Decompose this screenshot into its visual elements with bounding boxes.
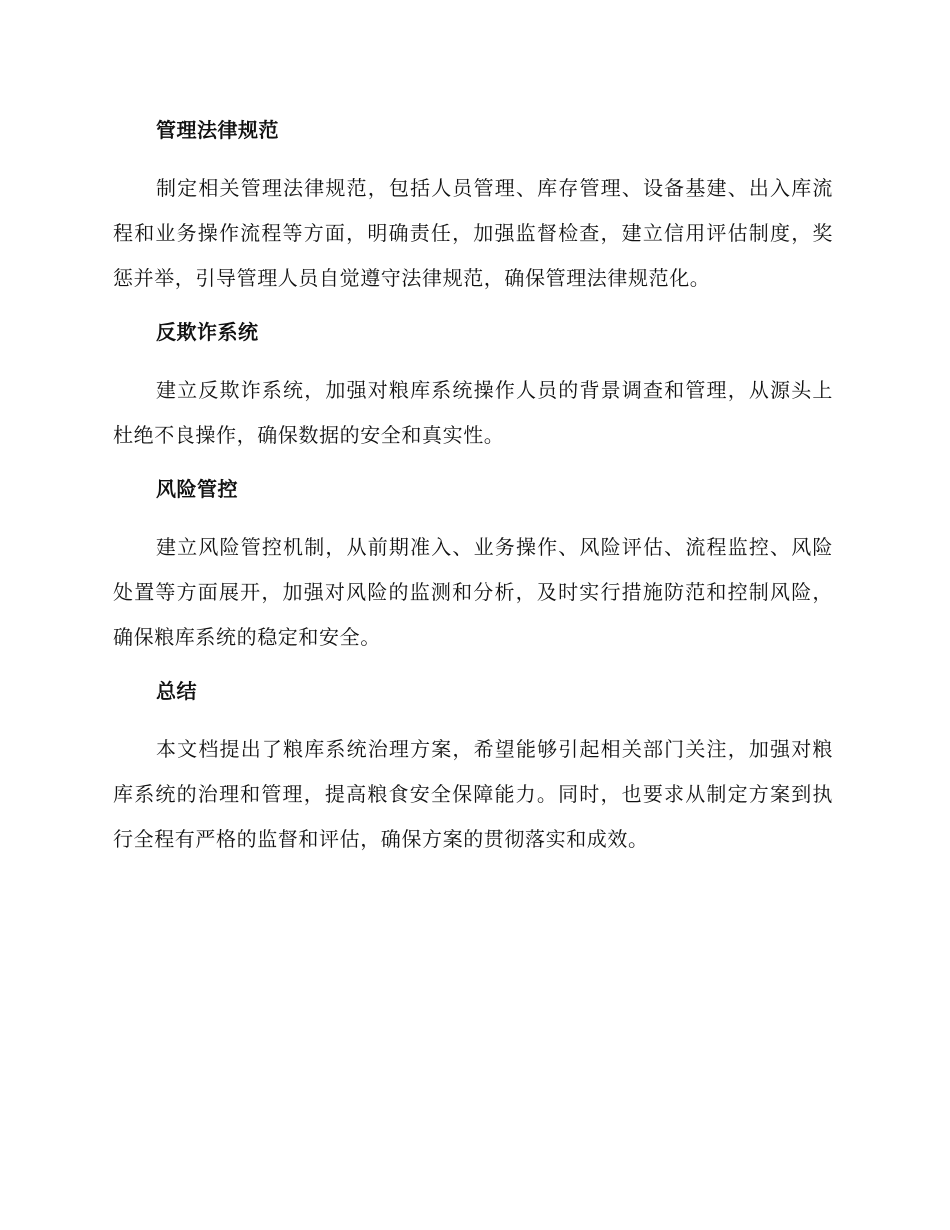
section-risk-control xyxy=(113,473,833,660)
section-summary xyxy=(113,675,833,862)
section-legal-norms xyxy=(113,114,833,301)
section-heading: 管理法律规范 xyxy=(156,118,279,142)
section-paragraph: 本文档提出了粮库系统治理方案，希望能够引起相关部门关注，加强对粮库系统的治理和管理，提高粮食安全保障能力。同时，也要求从制定方案到执行全程有严格的监督和评估，确保方案的贯彻落实和成效。 xyxy=(113,737,833,851)
section-heading: 总结 xyxy=(156,679,197,703)
document-content xyxy=(113,114,833,877)
section-paragraph: 建立风险管控机制，从前期准入、业务操作、风险评估、流程监控、风险处置等方面展开，加强对风险的监测和分析，及时实行措施防范和控制风险，确保粮库系统的稳定和安全。 xyxy=(113,535,833,649)
section-paragraph: 制定相关管理法律规范，包括人员管理、库存管理、设备基建、出入库流程和业务操作流程等方面，明确责任，加强监督检查，建立信用评估制度，奖惩并举，引导管理人员自觉遵守法律规范，确保管理法律规范化。 xyxy=(113,176,833,290)
section-heading: 风险管控 xyxy=(156,477,238,501)
section-heading: 反欺诈系统 xyxy=(156,320,259,344)
section-anti-fraud xyxy=(113,316,833,458)
section-paragraph: 建立反欺诈系统，加强对粮库系统操作人员的背景调查和管理，从源头上杜绝不良操作，确保数据的安全和真实性。 xyxy=(113,378,833,447)
